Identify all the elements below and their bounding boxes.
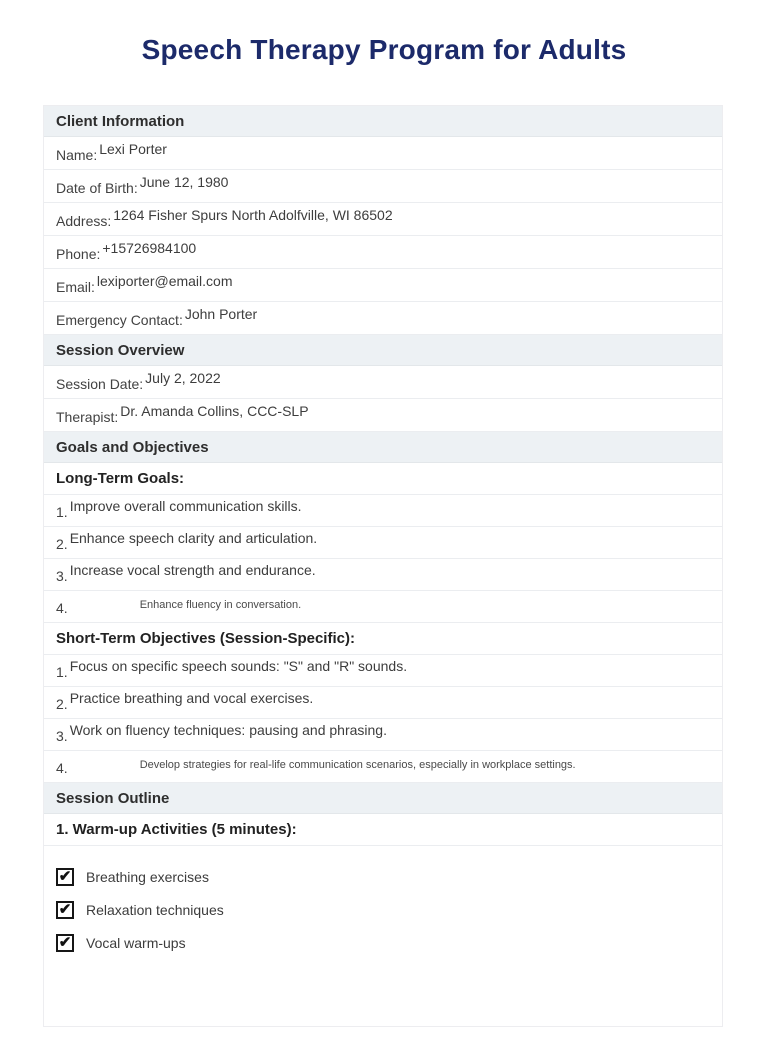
long-term-goal-3 [44,559,722,591]
section-header-label: Client Information [56,112,185,130]
item-text: Practice breathing and vocal exercises. [69,690,314,706]
section-header-label: Session Overview [56,341,185,359]
field-row-address [44,203,722,236]
long-term-goal-1 [44,495,722,527]
warm-up-checklist [44,846,722,1026]
item-text: Work on fluency techniques: pausing and phrasing. [69,722,387,738]
subheader-label: Short-Term Objectives (Session-Specific): [56,630,355,647]
field-label: Session Date: [56,376,144,392]
field-label: Email: [56,279,95,295]
checkbox-checked[interactable]: ✔ [56,868,74,886]
long-term-goal-2 [44,527,722,559]
subheader-label: Long-Term Goals: [56,470,185,487]
field-value: Lexi Porter [99,141,167,157]
section-header-client-information [44,106,722,137]
field-row-emergency-contact [44,302,722,335]
item-text: Focus on specific speech sounds: "S" and "R" sounds. [69,658,408,674]
checkbox-checked[interactable]: ✔ [56,934,74,952]
field-row-session-date [44,366,722,399]
item-number: 2. [56,696,68,712]
field-value: June 12, 1980 [139,174,229,190]
short-term-objective-2 [44,687,722,719]
checkbox-label: Relaxation techniques [86,901,224,918]
checkbox-checked[interactable]: ✔ [56,901,74,919]
subheader-warm-up-activities [44,814,722,846]
checkbox-label: Breathing exercises [86,868,209,885]
field-value: Dr. Amanda Collins, CCC-SLP [120,403,309,419]
short-term-objective-1 [44,655,722,687]
short-term-objective-4 [44,751,722,783]
field-value: 1264 Fisher Spurs North Adolfville, WI 86502 [113,207,393,223]
field-value: July 2, 2022 [145,370,221,386]
field-label: Address: [56,213,112,229]
field-label: Name: [56,147,98,163]
item-number: 3. [56,728,68,744]
item-text: Develop strategies for real-life communication scenarios, especially in workplace settings. [139,759,576,771]
item-number: 4. [56,600,68,616]
field-row-name [44,137,722,170]
item-text: Enhance fluency in conversation. [139,599,302,611]
item-text: Enhance speech clarity and articulation. [69,530,318,546]
field-row-phone [44,236,722,269]
long-term-goal-4 [44,591,722,623]
short-term-objective-3 [44,719,722,751]
checklist-item-breathing-exercises [56,860,710,893]
item-text: Improve overall communication skills. [69,498,302,514]
subheader-long-term-goals [44,463,722,495]
checklist-item-relaxation-techniques [56,893,710,926]
item-number: 1. [56,664,68,680]
field-label: Emergency Contact: [56,312,183,328]
field-value: +15726984100 [102,240,197,256]
field-label: Date of Birth: [56,180,138,196]
checkbox-label: Vocal warm-ups [86,934,186,951]
field-value: lexiporter@email.com [96,273,233,289]
field-label: Therapist: [56,409,119,425]
section-header-session-outline [44,783,722,814]
field-label: Phone: [56,246,101,262]
subheader-label: 1. Warm-up Activities (5 minutes): [56,821,297,838]
page-title: Speech Therapy Program for Adults [141,34,627,65]
item-number: 2. [56,536,68,552]
field-row-date-of-birth [44,170,722,203]
checklist-item-vocal-warm-ups [56,926,710,959]
field-row-therapist [44,399,722,432]
section-header-session-overview [44,335,722,366]
therapy-form [43,105,723,1027]
item-number: 4. [56,760,68,776]
section-header-label: Session Outline [56,789,170,807]
section-header-label: Goals and Objectives [56,438,209,456]
item-number: 3. [56,568,68,584]
section-header-goals-and-objectives [44,432,722,463]
item-number: 1. [56,504,68,520]
field-value: John Porter [184,306,258,322]
field-row-email [44,269,722,302]
subheader-short-term-objectives [44,623,722,655]
item-text: Increase vocal strength and endurance. [69,562,316,578]
